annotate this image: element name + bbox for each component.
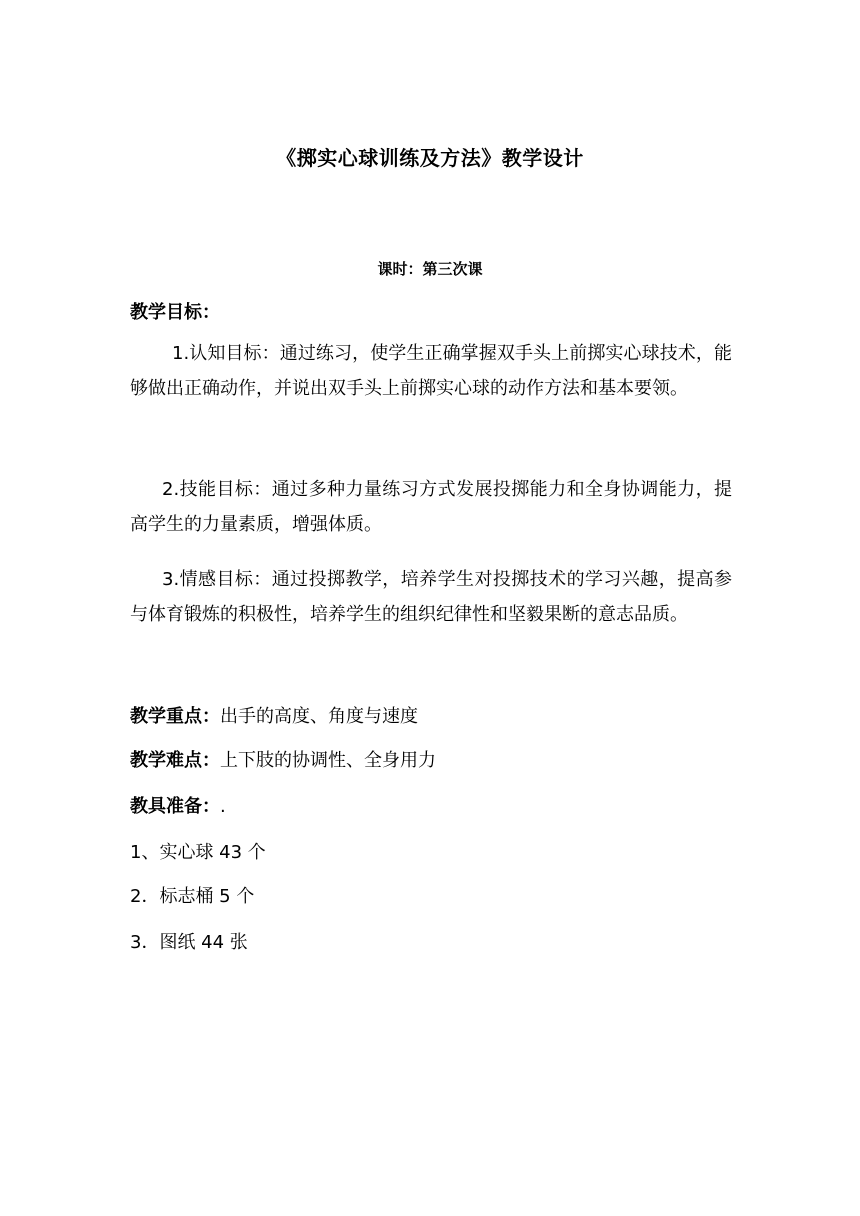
equipment-item-cones: 2．标志桶 5 个 [130,886,255,907]
objective-cognitive: 1.认知目标：通过练习，使学生正确掌握双手头上前掷实心球技术，能够做出正确动作，并说出双手头上前掷实心球的动作方法和基本要领。 [130,343,732,399]
equipment-item-medicine-ball: 1、实心球 43 个 [130,842,266,863]
equipment-item-drawings: 3．图纸 44 张 [130,932,248,953]
objective-skill: 2.技能目标：通过多种力量练习方式发展投掷能力和全身协调能力，提高学生的力量素质，增强体质。 [130,479,732,535]
equipment-label: 教具准备： [130,796,220,817]
document-title: 《掷实心球训练及方法》教学设计 [276,146,584,170]
key-point-line [130,702,418,728]
equipment-suffix: . [220,796,226,817]
equipment-line [130,792,226,818]
key-point-value: 出手的高度、角度与速度 [220,706,418,727]
key-point-label: 教学重点： [130,706,220,727]
objective-emotional: 3.情感目标：通过投掷教学，培养学生对投掷技术的学习兴趣，提高参与体育锻炼的积极性，培养学生的组织纪律性和坚毅果断的意志品质。 [130,569,732,625]
difficulty-line [130,746,436,772]
difficulty-value: 上下肢的协调性、全身用力 [220,750,436,771]
objectives-heading: 教学目标： [130,302,220,323]
lesson-period: 课时：第三次课 [377,260,483,278]
difficulty-label: 教学难点： [130,750,220,771]
